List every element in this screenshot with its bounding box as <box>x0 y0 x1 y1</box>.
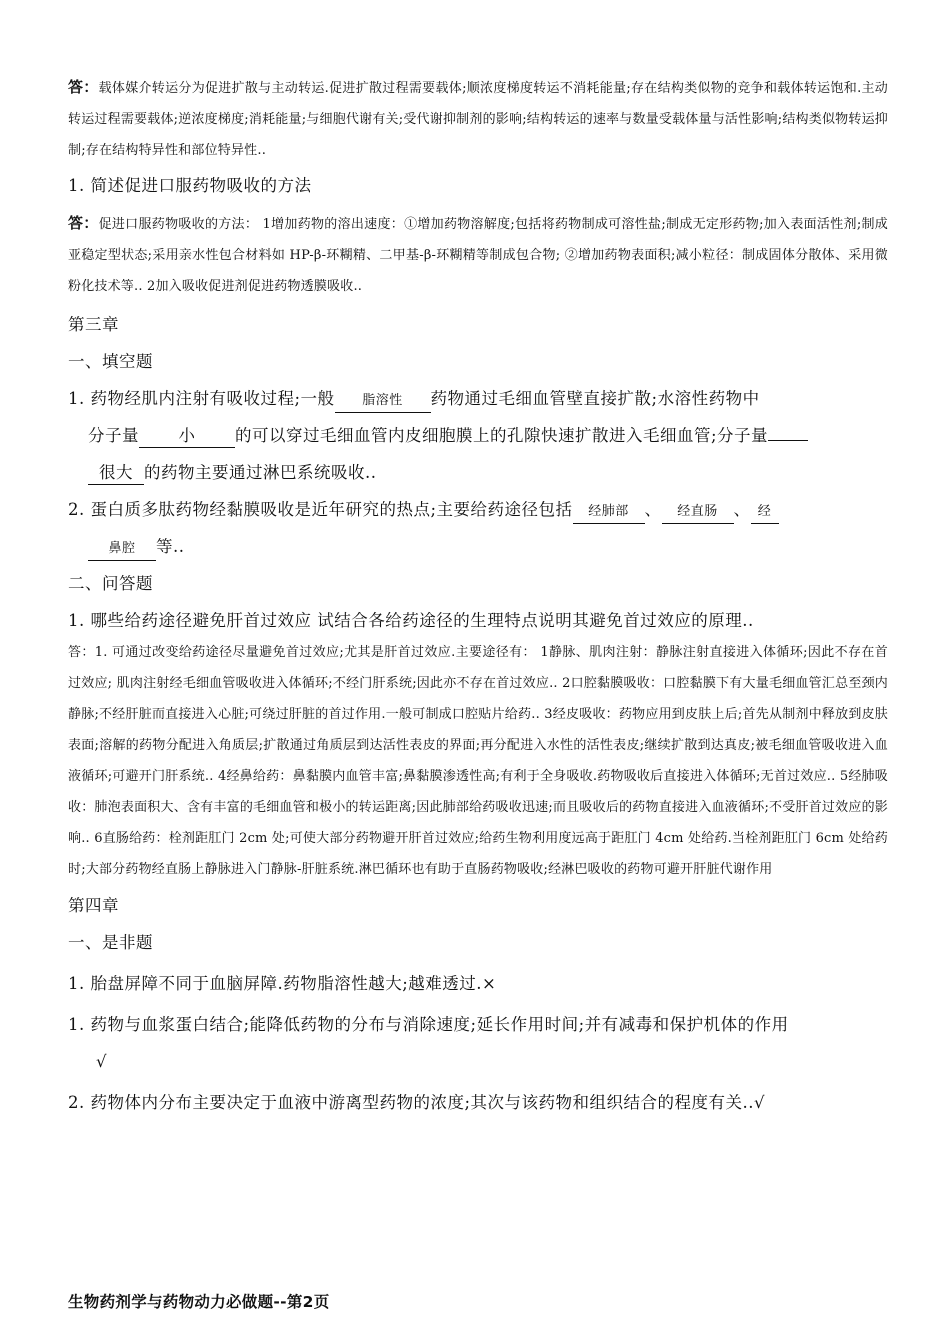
fill2-part-1: 2. 蛋白质多肽药物经黏膜吸收是近年研究的热点;主要给药途径包括 <box>68 500 573 519</box>
fill2-blank-3: 鼻腔 <box>88 538 156 561</box>
fill2-blank-1: 经肺部 <box>573 501 645 524</box>
fill2-blank-2: 经直肠 <box>662 501 734 524</box>
fill-blank-heading: 一、填空题 <box>68 352 153 371</box>
question-oral-absorption: 1. 简述促进口服药物吸收的方法 <box>68 176 312 195</box>
tf-item-3: 2. 药物体内分布主要决定于血液中游离型药物的浓度;其次与该药物和组织结合的程度有关..√ <box>68 1093 766 1112</box>
chapter-4-heading: 第四章 <box>68 896 119 915</box>
qa-question-1: 1. 哪些给药途径避免肝首过效应 试结合各给药途径的生理特点说明其避免首过效应的原理.. <box>68 611 754 630</box>
fill2-sep-1: 、 <box>644 500 662 519</box>
fill-question-1 <box>68 380 888 417</box>
fill2-sep-2: 、 <box>733 500 751 519</box>
fill1-blank-1: 脂溶性 <box>335 390 431 413</box>
fill1-blank-3: 很大 <box>88 462 144 485</box>
answer-1-text: 载体媒介转运分为促进扩散与主动转运.促进扩散过程需要载体;顺浓度梯度转运不消耗能量;存在结构类似物的竞争和载体转运饱和.主动转运过程需要载体;逆浓度梯度;消耗能量;与细胞代谢有关;受代谢抑制剂的影响;结构转运的速率与数量受载体量与活性影响;结构类似物转运抑制;存在结构特异性和部位特异性.. <box>68 81 888 158</box>
answer-2-text: 促进口服药物吸收的方法： 1增加药物的溶出速度：①增加药物溶解度;包括将药物制成可溶性盐;制成无定形药物;加入表面活性剂;制成亚稳定型状态;采用亲水性包合材料如 HP-β-环糊精、二甲基-β-环糊精等制成包合物; ②增加药物表面积;减小粒径：制成固体分散体、采用微粉化技术等.. 2加入吸收促进剂促进药物透膜吸收.. <box>68 217 888 294</box>
fill1-part-3: 分子量 <box>88 426 139 445</box>
fill-question-1-line-2 <box>68 417 888 454</box>
fill1-blank-tail <box>768 440 808 441</box>
fill1-part-1: 1. 药物经肌内注射有吸收过程;一般 <box>68 389 335 408</box>
qa-heading: 二、问答题 <box>68 574 153 593</box>
qa-answer-1: 答：1. 可通过改变给药途径尽量避免首过效应;尤其是肝首过效应.主要途径有： 1静脉、肌肉注射：静脉注射直接进入体循环;因此不存在首过效应; 肌肉注射经毛细血管吸收进入体循环;不经门肝系统;因此亦不存在首过效应.. 2口腔黏膜吸收：口腔黏膜下有大量毛细血管汇总至颈内静脉;不经肝脏而直接进入心脏;可绕过肝脏的首过作用.一般可制成口腔贴片给药.. 3经皮吸收：药物应用到皮肤上后;首先从制剂中释放到皮肤表面;溶解的药物分配进入角质层;扩散通过角质层到达活性表皮的界面;再分配进入水性的活性表皮;继续扩散到达真皮;被毛细血管吸收进入血液循环;可避开门肝系统.. 4经鼻给药：鼻黏膜内血管丰富;鼻黏膜渗透性高;有利于全身吸收.药物吸收后直接进入体循环;无首过效应.. 5经肺吸收：肺泡表面积大、含有丰富的毛细血管和极小的转运距离;因此肺部给药吸收迅速;而且吸收后的药物直接进入血液循环;不受肝首过效应的影响.. 6直肠给药：栓剂距肛门 2cm 处;可使大部分药物避开肝首过效应;给药生物利用度远高于距肛门 4cm 处给药.当栓剂距肛门 6cm 处给药时;大部分药物经直肠上静脉进入门静脉-肝脏系统.淋巴循环也有助于直肠药物吸收;经淋巴吸收的药物可避开肝脏代谢作用 <box>68 645 888 877</box>
fill2-blank-3-prefix: 经 <box>751 501 779 524</box>
answer-paragraph-2 <box>68 208 888 302</box>
fill-question-1-line-3 <box>68 454 888 491</box>
fill1-part-5: 的药物主要通过淋巴系统吸收.. <box>144 463 377 482</box>
check-mark: √ <box>96 1052 108 1071</box>
answer-label-2: 答： <box>68 214 99 232</box>
fill2-part-2: 等.. <box>156 537 185 556</box>
tf-item-2: 1. 药物与血浆蛋白结合;能降低药物的分布与消除速度;延长作用时间;并有减毒和保护机体的作用 <box>68 1015 789 1034</box>
answer-label: 答： <box>68 78 99 96</box>
answer-paragraph-1 <box>68 72 888 166</box>
tf-item-1: 1. 胎盘屏障不同于血脑屏障.药物脂溶性越大;越难透过.× <box>68 974 497 993</box>
fill1-part-2: 药物通过毛细血管壁直接扩散;水溶性药物中 <box>430 389 760 408</box>
tf-item-2-mark <box>68 1043 888 1080</box>
fill1-blank-2: 小 <box>139 425 235 448</box>
true-false-heading: 一、是非题 <box>68 933 153 952</box>
fill1-part-4: 的可以穿过毛细血管内皮细胞膜上的孔隙快速扩散进入毛细血管;分子量 <box>235 426 769 445</box>
document-page <box>68 72 888 1121</box>
fill-question-2-line-2 <box>68 528 888 565</box>
page-footer: 生物药剂学与药物动力必做题--第2页 <box>68 1293 330 1311</box>
chapter-3-heading: 第三章 <box>68 315 119 334</box>
fill-question-2 <box>68 491 888 528</box>
